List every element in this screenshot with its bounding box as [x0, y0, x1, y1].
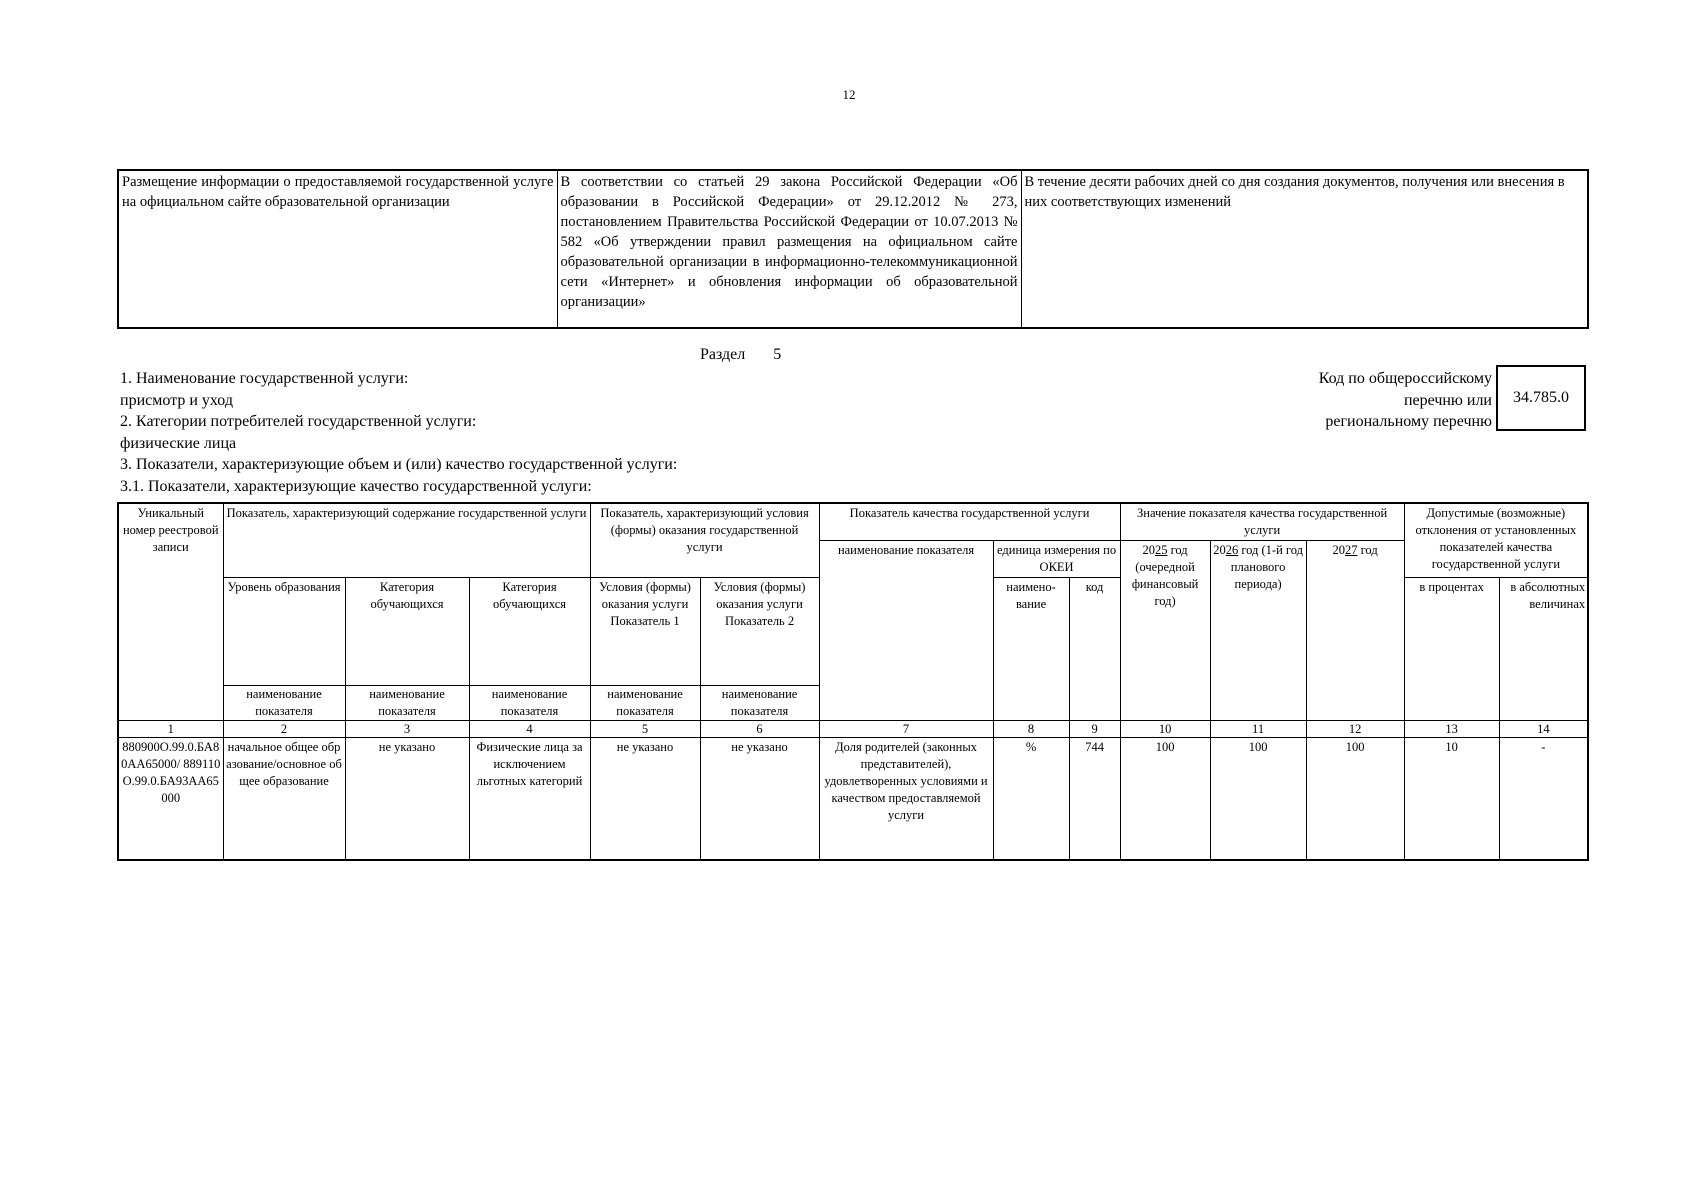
year-3-suffix: год — [1360, 543, 1378, 557]
conditions-2-label: Условия (формы) оказания услуги Показатель 2 — [713, 580, 806, 628]
registry-code-label — [1230, 368, 1492, 433]
year-1-suffix: год (очередной финансовый год) — [1131, 543, 1199, 608]
quality-indicators-table — [117, 502, 1589, 861]
section-number: 5 — [773, 346, 782, 363]
year-1-header — [1120, 541, 1210, 721]
student-category-2-header — [469, 578, 590, 721]
indicator-name-cell: Доля родителей (законных представителей), удовлетворенных условиями и качеством предоставляемой услуги — [819, 738, 993, 860]
conditions-2-header — [700, 578, 819, 721]
header-row-1 — [118, 503, 1588, 541]
column-number: 12 — [1306, 721, 1404, 738]
conditions-1-name-label: наименование показателя — [591, 685, 700, 720]
student-category-2-cell: Физические лица за исключением льготных категорий — [469, 738, 590, 860]
column-numbers-row — [118, 721, 1588, 738]
okei-unit-header: единица измерения по ОКЕИ — [993, 541, 1120, 578]
consumer-category-label: 2. Категории потребителей государственной услуги: — [120, 413, 477, 430]
quality-value-header: Значение показателя качества государственной услуги — [1120, 503, 1404, 541]
unit-name-header: наимено-вание — [993, 578, 1069, 721]
registry-code-value: 34.785.0 — [1513, 389, 1569, 406]
service-name-value: присмотр и уход — [120, 391, 233, 409]
student-category-1-label: Категория обучающихся — [370, 580, 444, 611]
conditions-2-name-label: наименование показателя — [701, 685, 819, 720]
service-description — [120, 368, 677, 497]
info-frequency-cell: В течение десяти рабочих дней со дня создания документов, получения или внесения в них соответствующих изменений — [1021, 170, 1588, 328]
column-number: 7 — [819, 721, 993, 738]
year-2-suffix: год (1-й год планового периода) — [1230, 543, 1303, 591]
education-level-name-label: наименование показателя — [224, 685, 345, 720]
student-category-1-header — [345, 578, 469, 721]
conditions-1-cell: не указано — [590, 738, 700, 860]
year-1-value-cell: 100 — [1120, 738, 1210, 860]
education-level-cell: начальное общее образование/основное общее образование — [223, 738, 345, 860]
column-number: 13 — [1404, 721, 1499, 738]
column-number: 6 — [700, 721, 819, 738]
student-category-1-cell: не указано — [345, 738, 469, 860]
year-2-header — [1210, 541, 1306, 721]
column-number: 4 — [469, 721, 590, 738]
column-number: 9 — [1069, 721, 1120, 738]
conditions-indicator-header: Показатель, характеризующий условия (формы) оказания государственной услуги — [590, 503, 819, 578]
column-number: 11 — [1210, 721, 1306, 738]
consumer-category-value: физические лица — [120, 434, 237, 452]
column-number: 3 — [345, 721, 469, 738]
indicator-name-header: наименование показателя — [819, 541, 993, 721]
column-number: 8 — [993, 721, 1069, 738]
info-method-cell: Размещение информации о предоставляемой государственной услуге на официальном сайте образовательной организации — [118, 170, 557, 328]
column-number: 2 — [223, 721, 345, 738]
info-placement-table — [117, 169, 1589, 329]
year-1-value: 25 — [1154, 543, 1168, 557]
registry-number-cell: 880900О.99.0.БА80АА65000/ 889110О.99.0.БА93АА65000 — [118, 738, 223, 860]
student-category-1-name-label: наименование показателя — [346, 685, 469, 720]
year-2-value-cell: 100 — [1210, 738, 1306, 860]
column-number: 14 — [1499, 721, 1588, 738]
year-2-prefix: 20 — [1213, 543, 1226, 557]
info-basis-cell: В соответствии со статьей 29 закона Российской Федерации «Об образовании в Российской Федерации» от 29.12.2012 № 273, постановлением Правительства Российской Федерации от 10.07.2013 № 582 «Об утверждении правил размещения на официальном сайте образовательной организации в информационно-телекоммуникационной сети «Интернет» и обновления информации об образовательной организации» — [557, 170, 1021, 328]
year-1-prefix: 20 — [1142, 543, 1155, 557]
unit-code-header: код — [1069, 578, 1120, 721]
section-label: Раздел — [700, 346, 746, 363]
section-heading — [700, 346, 781, 364]
indicators-heading: 3. Показатели, характеризующие объем и (или) качество государственной услуги: — [120, 456, 678, 473]
table-row — [118, 738, 1588, 860]
education-level-header — [223, 578, 345, 721]
page-number: 12 — [842, 87, 856, 102]
conditions-1-label: Условия (формы) оказания услуги Показатель 1 — [599, 580, 691, 628]
unique-number-header: Уникальный номер реестровой записи — [118, 503, 223, 721]
quality-indicator-header: Показатель качества государственной услуги — [819, 503, 1120, 541]
registry-code-label-line2: перечню или — [1403, 391, 1492, 409]
quality-indicators-heading: 3.1. Показатели, характеризующие качество государственной услуги: — [120, 477, 592, 495]
deviation-absolute-cell: - — [1499, 738, 1588, 860]
column-number: 10 — [1120, 721, 1210, 738]
registry-code-label-line3: региональному перечню — [1325, 413, 1492, 430]
registry-code-label-line1: Код по общероссийскому — [1318, 370, 1492, 387]
year-3-value: 27 — [1344, 543, 1358, 557]
deviation-percent-cell: 10 — [1404, 738, 1499, 860]
content-indicator-header: Показатель, характеризующий содержание государственной услуги — [223, 503, 590, 578]
education-level-label: Уровень образования — [227, 580, 341, 594]
registry-code-box — [1496, 365, 1586, 431]
year-2-value: 26 — [1225, 543, 1239, 557]
year-3-value-cell: 100 — [1306, 738, 1404, 860]
conditions-1-header — [590, 578, 700, 721]
year-3-header — [1306, 541, 1404, 721]
year-3-prefix: 20 — [1332, 543, 1345, 557]
student-category-2-label: Категория обучающихся — [492, 580, 567, 611]
deviation-absolute-header: в абсолютных величинах — [1499, 578, 1588, 721]
service-name-label: 1. Наименование государственной услуги: — [120, 370, 409, 387]
unit-name-cell: % — [993, 738, 1069, 860]
column-number: 1 — [118, 721, 223, 738]
column-number: 5 — [590, 721, 700, 738]
deviation-header: Допустимые (возможные) отклонения от установленных показателей качества государственной услуги — [1404, 503, 1588, 578]
student-category-2-name-label: наименование показателя — [470, 685, 590, 720]
deviation-percent-header: в процентах — [1404, 578, 1499, 721]
conditions-2-cell: не указано — [700, 738, 819, 860]
unit-code-cell: 744 — [1069, 738, 1120, 860]
info-placement-row — [118, 170, 1588, 328]
